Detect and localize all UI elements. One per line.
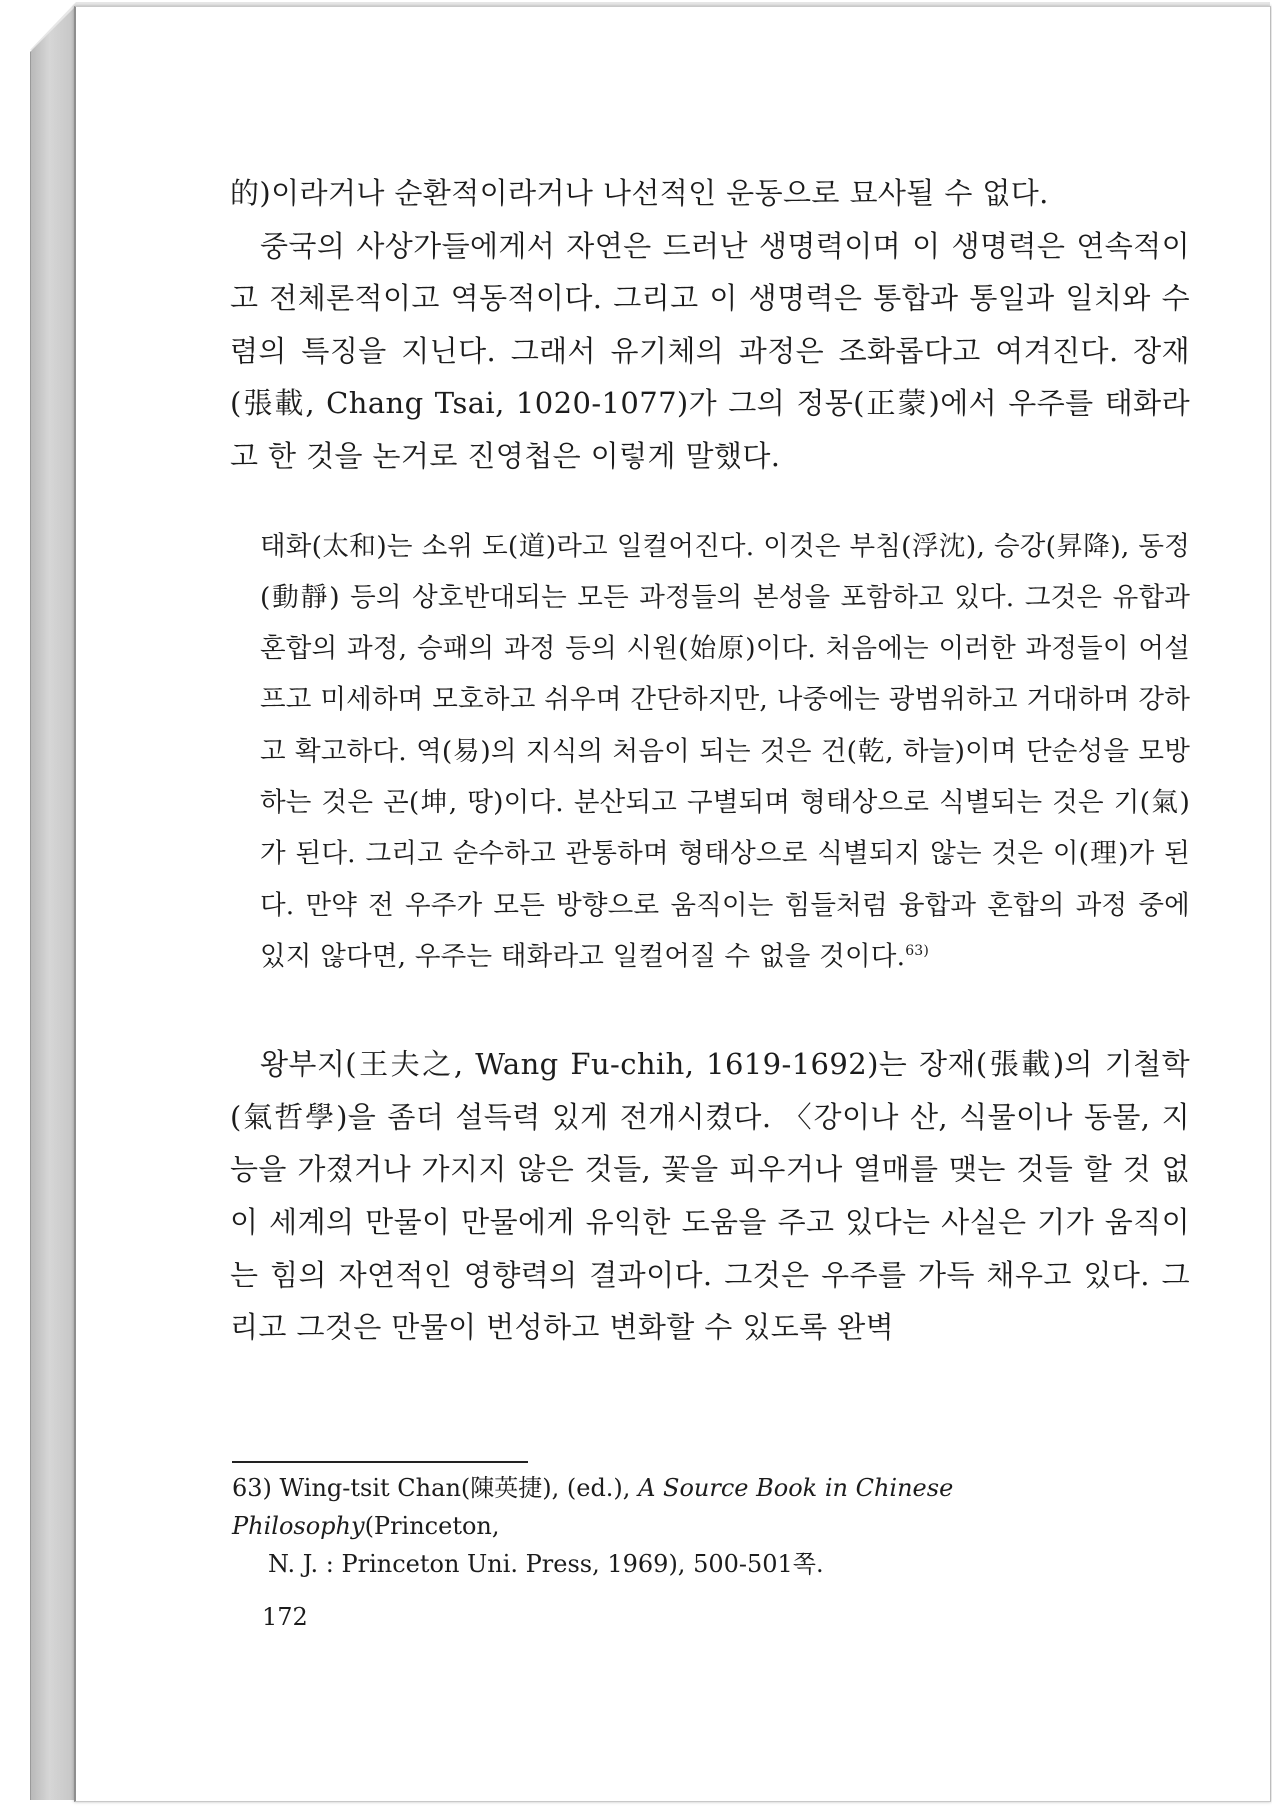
footnote-reference[interactable]: 63) (905, 943, 930, 960)
footnote-divider (232, 1461, 528, 1463)
block-quote (260, 521, 1190, 983)
block-quote-text: 태화(太和)는 소위 도(道)라고 일컬어진다. 이것은 부침(浮沈), 승강(昇降), 동정(動靜) 등의 상호반대되는 모든 과정들의 본성을 포함하고 있다. 그것은 유합과 혼합의 과정, 승패의 과정 등의 시원(始原)이다. 처음에는 이러한 과정들이 어설프고 미세하며 모호하고 쉬우며 간단하지만, 나중에는 광범위하고 거대하며 강하고 확고하다. 역(易)의 지식의 처음이 되는 것은 건(乾, 하늘)이며 단순성을 모방하는 것은 곤(坤, 땅)이다. 분산되고 구별되며 형태상으로 식별되는 것은 기(氣)가 된다. 그리고 순수하고 관통하며 형태상으로 식별되지 않는 것은 이(理)가 된다. 만약 전 우주가 모든 방향으로 움직이는 힘들처럼 융합과 혼합의 과정 중에 있지 않다면, 우주는 태화라고 일컬어질 수 없을 것이다. (260, 530, 1190, 972)
book-spine (30, 6, 77, 1800)
paragraph-wang-fu-chih: 왕부지(王夫之, Wang Fu-chih, 1619-1692)는 장재(張載)의 기철학(氣哲學)을 좀더 설득력 있게 전개시켰다. 〈강이나 산, 식물이나 동물, 지능을 가졌거나 가지지 않은 것들, 꽃을 피우거나 열매를 맺는 것들 할 것 없이 세계의 만물이 만물에게 유익한 도움을 주고 있다는 사실은 기가 움직이는 힘의 자연적인 영향력의 결과이다. 그것은 우주를 가득 채우고 있다. 그리고 그것은 만물이 번성하고 변화할 수 있도록 완벽 (230, 1047, 1190, 1345)
paragraph-nature: 중국의 사상가들에게서 자연은 드러난 생명력이며 이 생명력은 연속적이고 전체론적이고 역동적이다. 그리고 이 생명력은 통합과 통일과 일치와 수렴의 특징을 지닌다. 그래서 유기체의 과정은 조화롭다고 여겨진다. 장재(張載, Chang Tsai, 1020-1077)가 그의 정몽(正蒙)에서 우주를 태화라고 한 것을 논거로 진영첩은 이렇게 말했다. (230, 228, 1190, 473)
paragraph-continuation: 的)이라거나 순환적이라거나 나선적인 운동으로 묘사될 수 없다. (230, 176, 1049, 210)
page-body (230, 167, 1190, 1354)
footnote-line-1 (232, 1469, 1192, 1545)
footnote-publisher-1: (Princeton, (364, 1512, 500, 1540)
page-number: 172 (262, 1603, 308, 1631)
footnote (232, 1469, 1192, 1583)
footnote-author: Wing-tsit Chan(陳英捷), (ed.), (279, 1474, 631, 1502)
footnote-publisher-2: N. J. : Princeton Uni. Press, 1969), 500-501쪽. (268, 1550, 824, 1578)
page-sheet (74, 6, 1271, 1802)
footnote-number: 63) (232, 1474, 272, 1502)
footnote-book-title: A Source Book in Chinese Philosophy (232, 1474, 954, 1540)
